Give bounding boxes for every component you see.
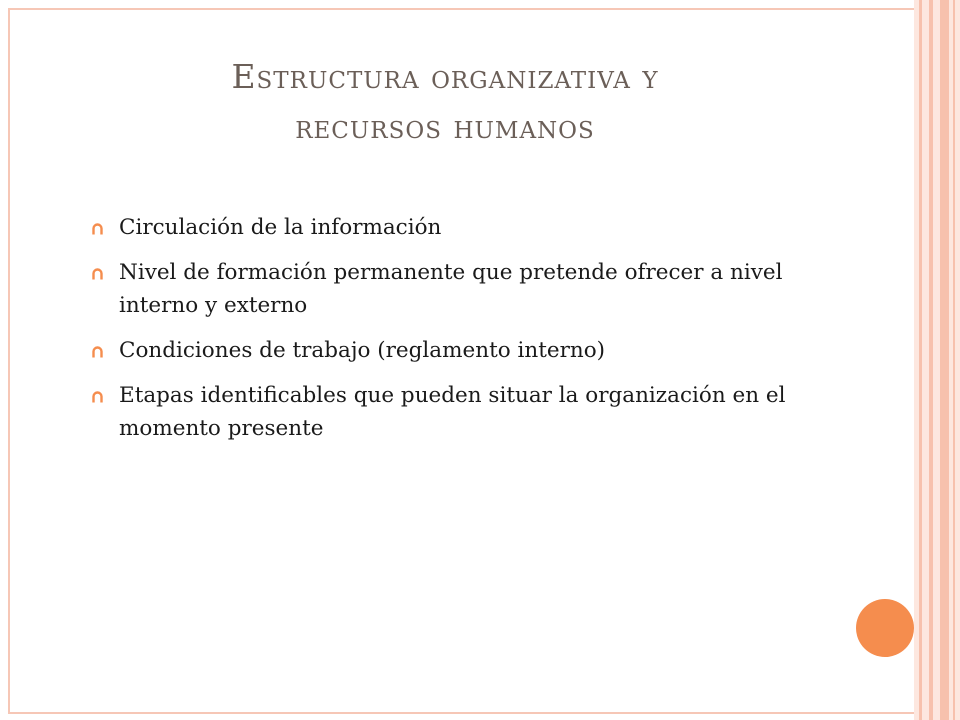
horseshoe-bullet-icon: [91, 345, 104, 358]
slide-title: [100, 52, 790, 152]
bullet-item: [91, 256, 791, 322]
bullet-text: Condiciones de trabajo (reglamento interno): [119, 338, 606, 363]
bullet-text: Circulación de la información: [119, 215, 442, 240]
accent-circle: [856, 599, 914, 657]
horseshoe-bullet-icon: [91, 222, 104, 235]
horseshoe-bullet-icon: [91, 267, 104, 280]
decorative-stripe: [940, 0, 949, 720]
bullet-item: [91, 379, 791, 445]
bullet-text: Nivel de formación permanente que pretende ofrecer a nivel interno y externo: [119, 260, 783, 318]
slide-title-line-1: Estructura organizativa y: [231, 57, 659, 96]
decorative-stripe: [919, 0, 922, 720]
decorative-stripe: [953, 0, 955, 720]
horseshoe-bullet-icon: [91, 390, 104, 403]
bullet-item: [91, 334, 791, 367]
bullet-text: Etapas identificables que pueden situar la organización en el momento presente: [119, 383, 786, 441]
decorative-stripe: [929, 0, 933, 720]
bullet-item: [91, 211, 791, 244]
bullet-list: [91, 211, 791, 457]
slide-title-line-2: recursos humanos: [295, 107, 595, 146]
